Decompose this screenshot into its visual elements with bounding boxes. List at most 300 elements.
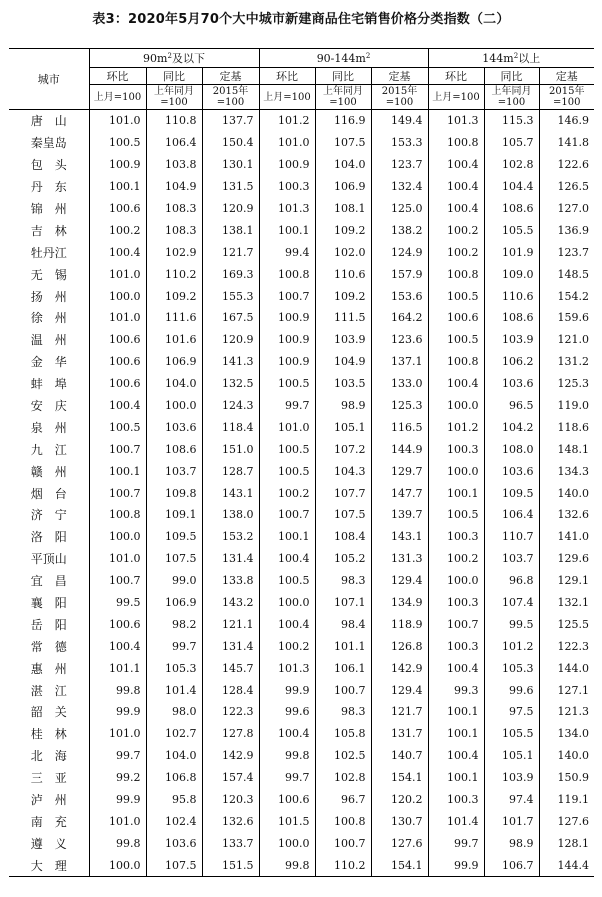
index-value: 118.9 <box>371 613 428 635</box>
index-value: 122.6 <box>539 154 594 176</box>
index-value: 100.6 <box>89 351 146 373</box>
index-value: 105.8 <box>315 723 371 745</box>
index-value: 99.6 <box>484 679 539 701</box>
index-value: 144.4 <box>539 854 594 876</box>
table-row <box>9 241 594 263</box>
price-index-table <box>9 48 594 877</box>
index-value: 109.2 <box>315 219 371 241</box>
index-value: 99.7 <box>146 635 202 657</box>
index-value: 136.9 <box>539 219 594 241</box>
city-name: 蚌 埠 <box>30 377 67 392</box>
sub-header-mom: 环比 <box>259 68 315 85</box>
index-value: 100.9 <box>259 307 315 329</box>
index-value: 125.0 <box>371 198 428 220</box>
index-value: 101.7 <box>484 811 539 833</box>
table-row <box>9 613 594 635</box>
city-name: 常 德 <box>30 639 67 654</box>
sub-header-fixed: 定基 <box>202 68 259 85</box>
index-value: 105.3 <box>484 657 539 679</box>
table-body <box>9 110 594 877</box>
index-value: 100.2 <box>428 241 484 263</box>
index-value: 105.5 <box>484 723 539 745</box>
table-row <box>9 176 594 198</box>
index-value: 101.3 <box>259 657 315 679</box>
index-value: 100.4 <box>259 723 315 745</box>
index-value: 145.7 <box>202 657 259 679</box>
index-value: 120.9 <box>202 329 259 351</box>
sub-header-mom: 环比 <box>428 68 484 85</box>
group-header-medium: $90-144m^2$ <box>259 49 428 68</box>
index-value: 100.0 <box>89 854 146 876</box>
index-value: 138.1 <box>202 219 259 241</box>
index-value: 116.5 <box>371 416 428 438</box>
index-value: 141.8 <box>539 132 594 154</box>
index-value: 106.4 <box>146 132 202 154</box>
index-value: 109.2 <box>146 285 202 307</box>
table-row <box>9 504 594 526</box>
index-value: 98.4 <box>315 613 371 635</box>
city-name: 韶 关 <box>30 705 67 720</box>
index-value: 100.1 <box>259 219 315 241</box>
index-value: 100.7 <box>315 679 371 701</box>
index-value: 150.4 <box>202 132 259 154</box>
index-value: 108.4 <box>315 526 371 548</box>
index-value: 120.2 <box>371 789 428 811</box>
index-value: 97.4 <box>484 789 539 811</box>
index-value: 99.7 <box>259 767 315 789</box>
index-value: 140.0 <box>539 482 594 504</box>
city-name: 大 理 <box>9 854 89 876</box>
index-value: 99.7 <box>428 832 484 854</box>
sub-header-yoy: 同比 <box>315 68 371 85</box>
city-name: 襄 阳 <box>30 596 67 611</box>
base-header: 上月=100 <box>428 85 484 110</box>
index-value: 132.5 <box>202 373 259 395</box>
index-value: 116.9 <box>315 110 371 132</box>
index-value: 100.2 <box>89 219 146 241</box>
index-value: 101.0 <box>89 263 146 285</box>
index-value: 108.3 <box>146 219 202 241</box>
index-value: 100.4 <box>428 657 484 679</box>
index-value: 146.9 <box>539 110 594 132</box>
city-name: 唐 山 <box>30 114 67 129</box>
index-value: 99.6 <box>259 701 315 723</box>
index-value: 119.1 <box>539 789 594 811</box>
index-value: 100.7 <box>259 285 315 307</box>
index-value: 109.5 <box>484 482 539 504</box>
table-row <box>9 351 594 373</box>
index-value: 100.7 <box>89 482 146 504</box>
index-value: 100.1 <box>259 526 315 548</box>
index-value: 121.1 <box>202 613 259 635</box>
table-row <box>9 460 594 482</box>
index-value: 104.9 <box>146 176 202 198</box>
index-value: 100.4 <box>89 635 146 657</box>
index-value: 100.5 <box>428 504 484 526</box>
index-value: 100.6 <box>89 198 146 220</box>
index-value: 110.2 <box>146 263 202 285</box>
index-value: 100.6 <box>428 307 484 329</box>
index-value: 130.1 <box>202 154 259 176</box>
index-value: 110.7 <box>484 526 539 548</box>
base-header: 2015年=100 <box>371 85 428 110</box>
index-value: 106.9 <box>146 351 202 373</box>
index-value: 167.5 <box>202 307 259 329</box>
city-name: 金 华 <box>30 355 67 370</box>
sub-header-mom: 环比 <box>89 68 146 85</box>
index-value: 100.3 <box>428 635 484 657</box>
table-row <box>9 832 594 854</box>
index-value: 100.9 <box>259 329 315 351</box>
index-value: 154.2 <box>539 285 594 307</box>
index-value: 129.6 <box>539 548 594 570</box>
index-value: 123.7 <box>539 241 594 263</box>
index-value: 103.6 <box>146 416 202 438</box>
table-row <box>9 263 594 285</box>
city-name: 包 头 <box>30 158 67 173</box>
index-value: 101.1 <box>89 657 146 679</box>
index-value: 100.0 <box>146 395 202 417</box>
index-value: 118.6 <box>539 416 594 438</box>
index-value: 106.7 <box>484 854 539 876</box>
index-value: 123.7 <box>371 154 428 176</box>
index-value: 129.4 <box>371 679 428 701</box>
index-value: 99.9 <box>89 701 146 723</box>
index-value: 126.5 <box>539 176 594 198</box>
table-title: 表3：2020年5月70个大中城市新建商品住宅销售价格分类指数（二） <box>92 12 510 27</box>
index-value: 148.5 <box>539 263 594 285</box>
index-value: 105.2 <box>315 548 371 570</box>
index-value: 100.2 <box>259 482 315 504</box>
index-value: 100.5 <box>259 460 315 482</box>
index-value: 104.2 <box>484 416 539 438</box>
city-name: 桂 林 <box>30 727 67 742</box>
group-header-large: $144m^2$以上 <box>428 49 594 68</box>
index-value: 102.8 <box>484 154 539 176</box>
index-value: 100.8 <box>315 811 371 833</box>
index-value: 100.5 <box>428 285 484 307</box>
index-value: 108.6 <box>484 198 539 220</box>
city-name: 秦皇岛 <box>30 136 67 151</box>
index-value: 130.7 <box>371 811 428 833</box>
index-value: 102.8 <box>315 767 371 789</box>
index-value: 115.3 <box>484 110 539 132</box>
table-row <box>9 132 594 154</box>
index-value: 141.3 <box>202 351 259 373</box>
index-value: 100.5 <box>259 373 315 395</box>
index-value: 153.6 <box>371 285 428 307</box>
index-value: 100.1 <box>428 701 484 723</box>
index-value: 100.0 <box>428 395 484 417</box>
index-value: 100.0 <box>428 570 484 592</box>
index-value: 100.3 <box>428 789 484 811</box>
index-value: 122.3 <box>202 701 259 723</box>
index-value: 154.1 <box>371 854 428 876</box>
index-value: 100.5 <box>89 132 146 154</box>
index-value: 100.6 <box>89 373 146 395</box>
city-name: 赣 州 <box>30 464 67 479</box>
index-value: 103.6 <box>484 373 539 395</box>
index-value: 125.3 <box>539 373 594 395</box>
table-row <box>9 548 594 570</box>
base-header: 2015年=100 <box>202 85 259 110</box>
index-value: 103.8 <box>146 154 202 176</box>
index-value: 157.4 <box>202 767 259 789</box>
index-value: 157.9 <box>371 263 428 285</box>
index-value: 101.0 <box>89 548 146 570</box>
index-value: 127.1 <box>539 679 594 701</box>
city-name: 锦 州 <box>30 202 67 216</box>
index-value: 100.3 <box>428 592 484 614</box>
index-value: 107.5 <box>146 548 202 570</box>
city-name: 温 州 <box>30 333 67 348</box>
index-value: 110.8 <box>146 110 202 132</box>
index-value: 121.3 <box>539 701 594 723</box>
table-row <box>9 285 594 307</box>
index-value: 100.2 <box>428 548 484 570</box>
index-value: 100.5 <box>89 416 146 438</box>
index-value: 98.2 <box>146 613 202 635</box>
index-value: 100.7 <box>315 832 371 854</box>
index-value: 107.2 <box>315 438 371 460</box>
index-value: 121.0 <box>539 329 594 351</box>
index-value: 120.9 <box>202 198 259 220</box>
table-row <box>9 307 594 329</box>
index-value: 108.1 <box>315 198 371 220</box>
index-value: 138.0 <box>202 504 259 526</box>
table-row <box>9 373 594 395</box>
table-row <box>9 482 594 504</box>
index-value: 107.5 <box>315 504 371 526</box>
index-value: 131.2 <box>539 351 594 373</box>
index-value: 99.7 <box>259 395 315 417</box>
index-value: 105.7 <box>484 132 539 154</box>
index-value: 98.9 <box>484 832 539 854</box>
index-value: 98.0 <box>146 701 202 723</box>
index-value: 106.1 <box>315 657 371 679</box>
index-value: 100.6 <box>89 329 146 351</box>
table-row <box>9 154 594 176</box>
table-row <box>9 811 594 833</box>
index-value: 107.4 <box>484 592 539 614</box>
index-value: 143.1 <box>371 526 428 548</box>
city-header: 城市 <box>9 49 89 110</box>
table-row <box>9 767 594 789</box>
index-value: 100.1 <box>89 460 146 482</box>
index-value: 100.4 <box>89 241 146 263</box>
index-value: 106.2 <box>484 351 539 373</box>
index-value: 102.7 <box>146 723 202 745</box>
index-value: 129.7 <box>371 460 428 482</box>
index-value: 99.0 <box>146 570 202 592</box>
index-value: 100.1 <box>428 482 484 504</box>
index-value: 99.4 <box>259 241 315 263</box>
index-value: 128.4 <box>202 679 259 701</box>
index-value: 137.7 <box>202 110 259 132</box>
city-name: 丹 东 <box>30 180 67 195</box>
index-value: 109.1 <box>146 504 202 526</box>
table-row <box>9 679 594 701</box>
city-name: 宜 昌 <box>30 574 67 589</box>
index-value: 106.9 <box>315 176 371 198</box>
table-row <box>9 657 594 679</box>
table-row <box>9 110 594 132</box>
index-value: 98.9 <box>315 395 371 417</box>
index-value: 141.0 <box>539 526 594 548</box>
index-value: 143.2 <box>202 592 259 614</box>
index-value: 99.8 <box>259 745 315 767</box>
index-value: 121.7 <box>371 701 428 723</box>
index-value: 133.0 <box>371 373 428 395</box>
index-value: 109.2 <box>315 285 371 307</box>
index-value: 127.6 <box>539 811 594 833</box>
index-value: 99.9 <box>89 789 146 811</box>
table-row <box>9 745 594 767</box>
city-name: 遵 义 <box>30 836 67 851</box>
index-value: 98.3 <box>315 570 371 592</box>
city-name: 吉 林 <box>30 223 67 238</box>
index-value: 99.5 <box>484 613 539 635</box>
index-value: 100.8 <box>259 263 315 285</box>
index-value: 132.4 <box>371 176 428 198</box>
city-name: 北 海 <box>30 749 67 764</box>
index-value: 100.9 <box>259 154 315 176</box>
index-value: 100.8 <box>428 263 484 285</box>
index-value: 124.9 <box>371 241 428 263</box>
index-value: 108.6 <box>484 307 539 329</box>
index-value: 100.4 <box>428 154 484 176</box>
base-header: 2015年=100 <box>539 85 594 110</box>
table-row <box>9 854 594 876</box>
table-row <box>9 701 594 723</box>
index-value: 131.4 <box>202 548 259 570</box>
index-value: 134.3 <box>539 460 594 482</box>
city-name: 徐 州 <box>30 311 67 326</box>
index-value: 106.9 <box>146 592 202 614</box>
table-row <box>9 395 594 417</box>
index-value: 155.3 <box>202 285 259 307</box>
index-value: 105.5 <box>484 219 539 241</box>
index-value: 108.3 <box>146 198 202 220</box>
index-value: 110.2 <box>315 854 371 876</box>
index-value: 100.9 <box>89 154 146 176</box>
index-value: 100.1 <box>428 767 484 789</box>
index-value: 100.0 <box>259 592 315 614</box>
index-value: 101.4 <box>428 811 484 833</box>
index-value: 102.5 <box>315 745 371 767</box>
base-header: 上月=100 <box>89 85 146 110</box>
table-row <box>9 723 594 745</box>
table-row <box>9 438 594 460</box>
table-row <box>9 416 594 438</box>
index-value: 137.1 <box>371 351 428 373</box>
index-value: 96.8 <box>484 570 539 592</box>
index-value: 101.6 <box>146 329 202 351</box>
index-value: 132.1 <box>539 592 594 614</box>
table-row <box>9 570 594 592</box>
index-value: 104.4 <box>484 176 539 198</box>
index-value: 127.8 <box>202 723 259 745</box>
index-value: 99.8 <box>89 832 146 854</box>
index-value: 104.0 <box>315 154 371 176</box>
index-value: 138.2 <box>371 219 428 241</box>
group-header-small: $90m^2$及以下 <box>89 49 259 68</box>
index-value: 101.1 <box>315 635 371 657</box>
index-value: 99.7 <box>89 745 146 767</box>
index-value: 132.6 <box>539 504 594 526</box>
index-value: 111.6 <box>146 307 202 329</box>
index-value: 101.0 <box>89 723 146 745</box>
index-value: 109.5 <box>146 526 202 548</box>
sub-header-fixed: 定基 <box>539 68 594 85</box>
index-value: 107.5 <box>146 854 202 876</box>
index-value: 99.2 <box>89 767 146 789</box>
index-value: 100.4 <box>428 373 484 395</box>
index-value: 101.9 <box>484 241 539 263</box>
index-value: 100.5 <box>428 329 484 351</box>
index-value: 103.6 <box>484 460 539 482</box>
index-value: 102.9 <box>146 241 202 263</box>
city-name: 南 充 <box>30 814 67 829</box>
index-value: 126.8 <box>371 635 428 657</box>
index-value: 140.0 <box>539 745 594 767</box>
index-value: 100.7 <box>89 438 146 460</box>
index-value: 111.5 <box>315 307 371 329</box>
table-row <box>9 526 594 548</box>
index-value: 99.9 <box>428 854 484 876</box>
index-value: 100.2 <box>428 219 484 241</box>
index-value: 102.0 <box>315 241 371 263</box>
index-value: 100.5 <box>259 438 315 460</box>
city-name: 扬 州 <box>30 289 67 304</box>
index-value: 105.1 <box>484 745 539 767</box>
index-value: 120.3 <box>202 789 259 811</box>
index-value: 148.1 <box>539 438 594 460</box>
base-header: 上年同月=100 <box>484 85 539 110</box>
index-value: 128.1 <box>539 832 594 854</box>
index-value: 100.1 <box>428 723 484 745</box>
index-value: 139.7 <box>371 504 428 526</box>
index-value: 99.8 <box>89 679 146 701</box>
index-value: 127.6 <box>371 832 428 854</box>
index-value: 133.8 <box>202 570 259 592</box>
city-name: 三 亚 <box>30 771 67 786</box>
index-value: 103.5 <box>315 373 371 395</box>
table-row <box>9 789 594 811</box>
city-name: 泉 州 <box>30 420 67 435</box>
index-value: 95.8 <box>146 789 202 811</box>
index-value: 150.9 <box>539 767 594 789</box>
index-value: 131.3 <box>371 548 428 570</box>
index-value: 96.5 <box>484 395 539 417</box>
index-value: 101.0 <box>259 416 315 438</box>
index-value: 105.3 <box>146 657 202 679</box>
index-value: 100.4 <box>259 613 315 635</box>
city-name: 湛 江 <box>30 683 67 698</box>
index-value: 103.9 <box>484 329 539 351</box>
city-name: 惠 州 <box>30 661 67 676</box>
index-value: 103.9 <box>315 329 371 351</box>
index-value: 101.0 <box>259 132 315 154</box>
index-value: 101.4 <box>146 679 202 701</box>
index-value: 121.7 <box>202 241 259 263</box>
index-value: 100.6 <box>259 789 315 811</box>
index-value: 100.0 <box>428 460 484 482</box>
index-value: 107.5 <box>315 132 371 154</box>
index-value: 131.5 <box>202 176 259 198</box>
index-value: 131.7 <box>371 723 428 745</box>
index-value: 100.0 <box>89 285 146 307</box>
